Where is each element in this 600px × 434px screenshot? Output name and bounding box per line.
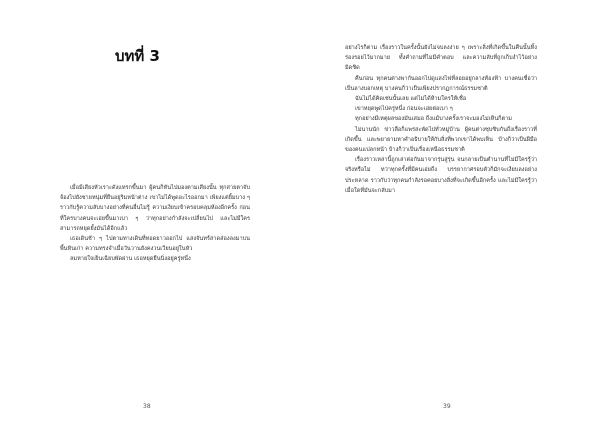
page-number: 38 [143, 403, 151, 410]
paragraph: เมื่อมีเสียงหัวเราะดังแทรกขึ้นมา ผู้คนก็หันไปมองตามเสียงนั้น ทุกสายตาจับจ้องไปยังชายหนุ่มที่ยืนอยู่ริมหน้าต่าง เขาไม่ได้พูดอะไรออกมา เพียงแต่ยิ้มบาง ๆ ราวกับรู้ความลับบางอย่างที่คนอื่นไม่รู้ ความเงียบเข้าครอบคลุมห้องอีกครั้ง ก่อนที่ใครบางคนจะเอ่ยขึ้นมาเบา ๆ ว่าทุกอย่างกำลังจะเปลี่ยนไป และไม่มีใครสามารถหยุดยั้งมันได้อีกแล้ว [60, 185, 250, 232]
paragraph: ไม่นานนัก ข่าวลือก็แพร่สะพัดไปทั่วหมู่บ้าน ผู้คนต่างซุบซิบกันถึงเรื่องราวที่เกิดขึ้น และพยายามหาคำอธิบายให้กับสิ่งที่พวกเขาได้พบเห็น บ้างก็ว่าเป็นฝีมือของคนแปลกหน้า บ้างก็ว่าเป็นเรื่องเหนือธรรมชาติ [345, 126, 537, 154]
page-number: 39 [443, 403, 451, 410]
paragraph: เธอเดินช้า ๆ ไปตามทางเดินที่ทอดยาวออกไป แสงจันทร์สาดส่องลงมาบนพื้นหินเก่า ความทรงจำเมื่อวันวานยังคงวนเวียนอยู่ในหัว [60, 236, 250, 253]
paragraph: เขาหยุดพูดไปครู่หนึ่ง ก่อนจะเอ่ยต่อเบา ๆ [355, 106, 453, 113]
left-page-body [60, 183, 250, 265]
right-page-body [345, 43, 537, 196]
chapter-title: บทที่ 3 [115, 47, 160, 65]
paragraph: คืนก่อน ทุกคนต่างพากันออกไปดูแสงไฟที่ลอยอยู่กลางท้องฟ้า บางคนเชื่อว่าเป็นลางบอกเหตุ บางคนก็ว่าเป็นเพียงปรากฏการณ์ธรรมชาติ [345, 75, 537, 92]
paragraph: อย่างไรก็ตาม เรื่องราวในครั้งนั้นยังไม่จบลงง่าย ๆ เพราะสิ่งที่เกิดขึ้นในคืนนั้นทิ้งร่องรอยไว้มากมาย ทั้งคำถามที่ไม่มีคำตอบ และความลับที่ถูกเก็บงำไว้อย่างมิดชิด [345, 45, 537, 72]
paragraph: เรื่องราวเหล่านี้ถูกเล่าต่อกันมาจากรุ่นสู่รุ่น จนกลายเป็นตำนานที่ไม่มีใครรู้ว่าจริงหรือไม่ ทว่าทุกครั้งที่มีคนเอ่ยถึง บรรยากาศรอบตัวก็มักจะเงียบลงอย่างประหลาด ราวกับว่าทุกคนกำลังรอคอยบางสิ่งที่จะเกิดขึ้นอีกครั้ง และไม่มีใครรู้ว่าเมื่อใดที่มันจะกลับมา [345, 157, 537, 194]
paragraph: ลมหายใจเย็นเฉียบพัดผ่าน เธอหยุดยืนนิ่งอยู่ครู่หนึ่ง [70, 256, 191, 263]
paragraph: ฉันไม่ได้คิดเช่นนั้นเลย แต่ไม่ได้ห้ามใครให้เชื่อ [355, 96, 467, 103]
paragraph: ทุกอย่างมีเหตุผลของมันเสมอ ถึงแม้บางครั้งเราจะมองไม่เห็นก็ตาม [355, 116, 512, 123]
right-page [300, 0, 600, 434]
